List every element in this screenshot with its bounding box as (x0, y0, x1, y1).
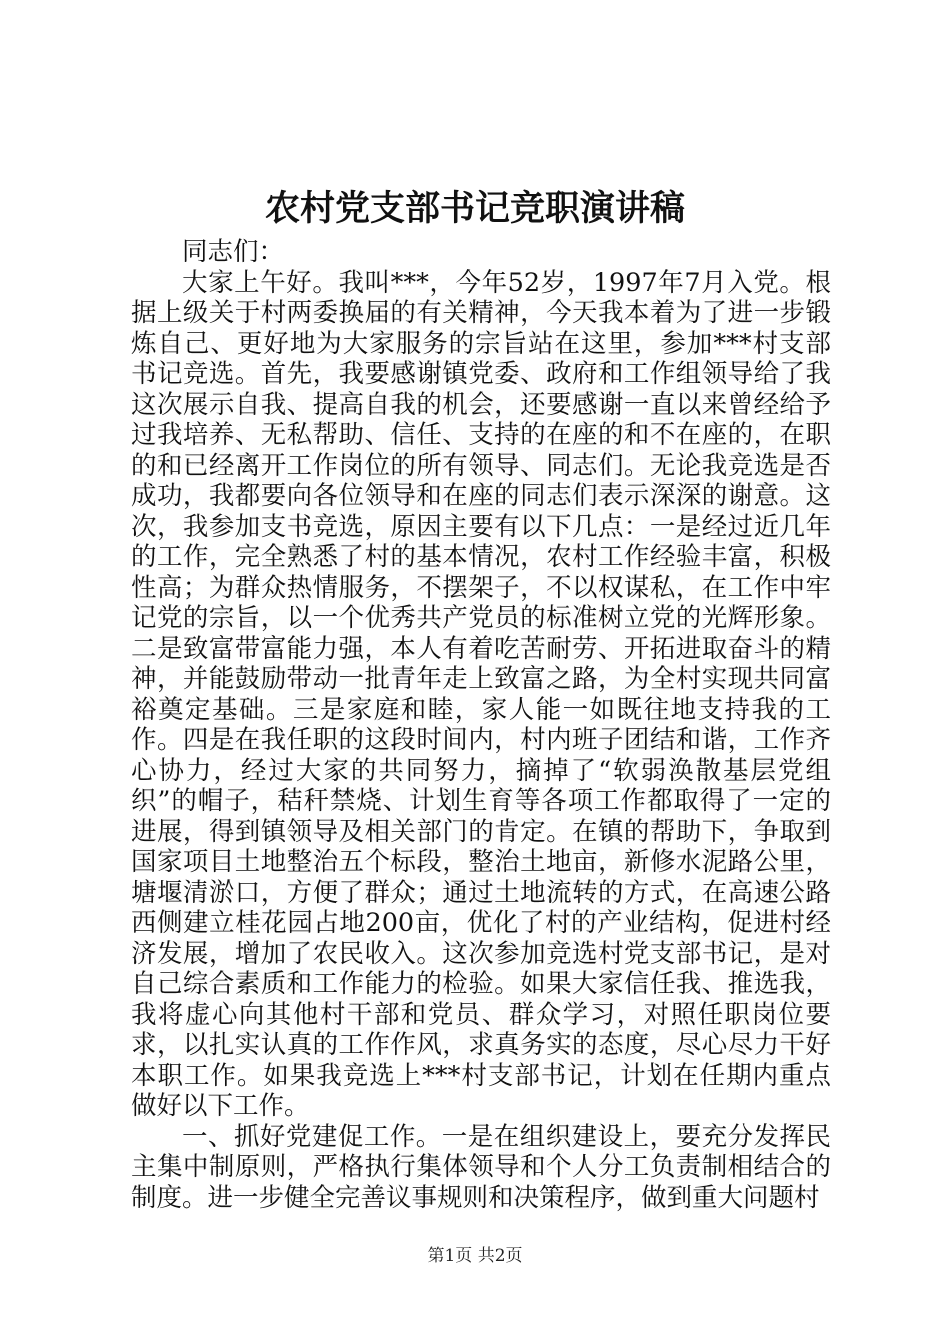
salutation-paragraph: 同志们： (182, 237, 285, 267)
body-paragraph: 大家上午好。我叫***，今年52岁，1997年7月入党。根据上级关于村两委换届的有关精神，今天我本着为了进一步锻炼自己、更好地为大家服务的宗旨站在这里，参加***村支部书记竞选。首先，我要感谢镇党委、政府和工作组领导给了我这次展示自我、提高自我的机会，还要感谢一直以来曾经给予过我培养、无私帮助、信任、支持的在座的和不在座的，在职的和已经离开工作岗位的所有领导、同志们。无论我竞选是否成功，我都要向各位领导和在座的同志们表示深深的谢意。这次，我参加支书竞选，原因主要有以下几点：一是经过近几年的工作，完全熟悉了村的基本情况，农村工作经验丰富，积极性高；为群众热情服务，不摆架子，不以权谋私，在工作中牢记党的宗旨，以一个优秀共产党员的标准树立党的光辉形象。二是致富带富能力强，本人有着吃苦耐劳、开拓进取奋斗的精神，并能鼓励带动一批青年走上致富之路，为全村实现共同富裕奠定基础。三是家庭和睦，家人能一如既往地支持我的工作。四是在我任职的这段时间内，村内班子团结和谐，工作齐心协力，经过大家的共同努力，摘掉了“软弱涣散基层党组织”的帽子，秸秆禁烧、计划生育等各项工作都取得了一定的进展，得到镇领导及相关部门的肯定。在镇的帮助下，争取到国家项目土地整治五个标段，整治土地亩，新修水泥路公里，塘堰清淤口，方便了群众；通过土地流转的方式，在高速公路西侧建立桂花园占地200亩，优化了村的产业结构，促进村经济发展，增加了农民收入。这次参加竞选村党支部书记，是对自己综合素质和工作能力的检验。如果大家信任我、推选我，我将虚心向其他村干部和党员、群众学习，对照任职岗位要求，以扎实认真的工作作风，求真务实的态度，尽心尽力干好本职工作。如果我竞选上***村支部书记，计划在任期内重点做好以下工作。 (131, 267, 831, 1121)
document-body (131, 237, 831, 1213)
document-title: 农村党支部书记竞职演讲稿 (264, 188, 685, 229)
body-paragraph: 一、抓好党建促工作。一是在组织建设上，要充分发挥民主集中制原则，严格执行集体领导和个人分工负责制相结合的制度。进一步健全完善议事规则和决策程序，做到重大问题村 (131, 1121, 831, 1213)
page-number-footer: 第1页 共2页 (427, 1246, 523, 1266)
